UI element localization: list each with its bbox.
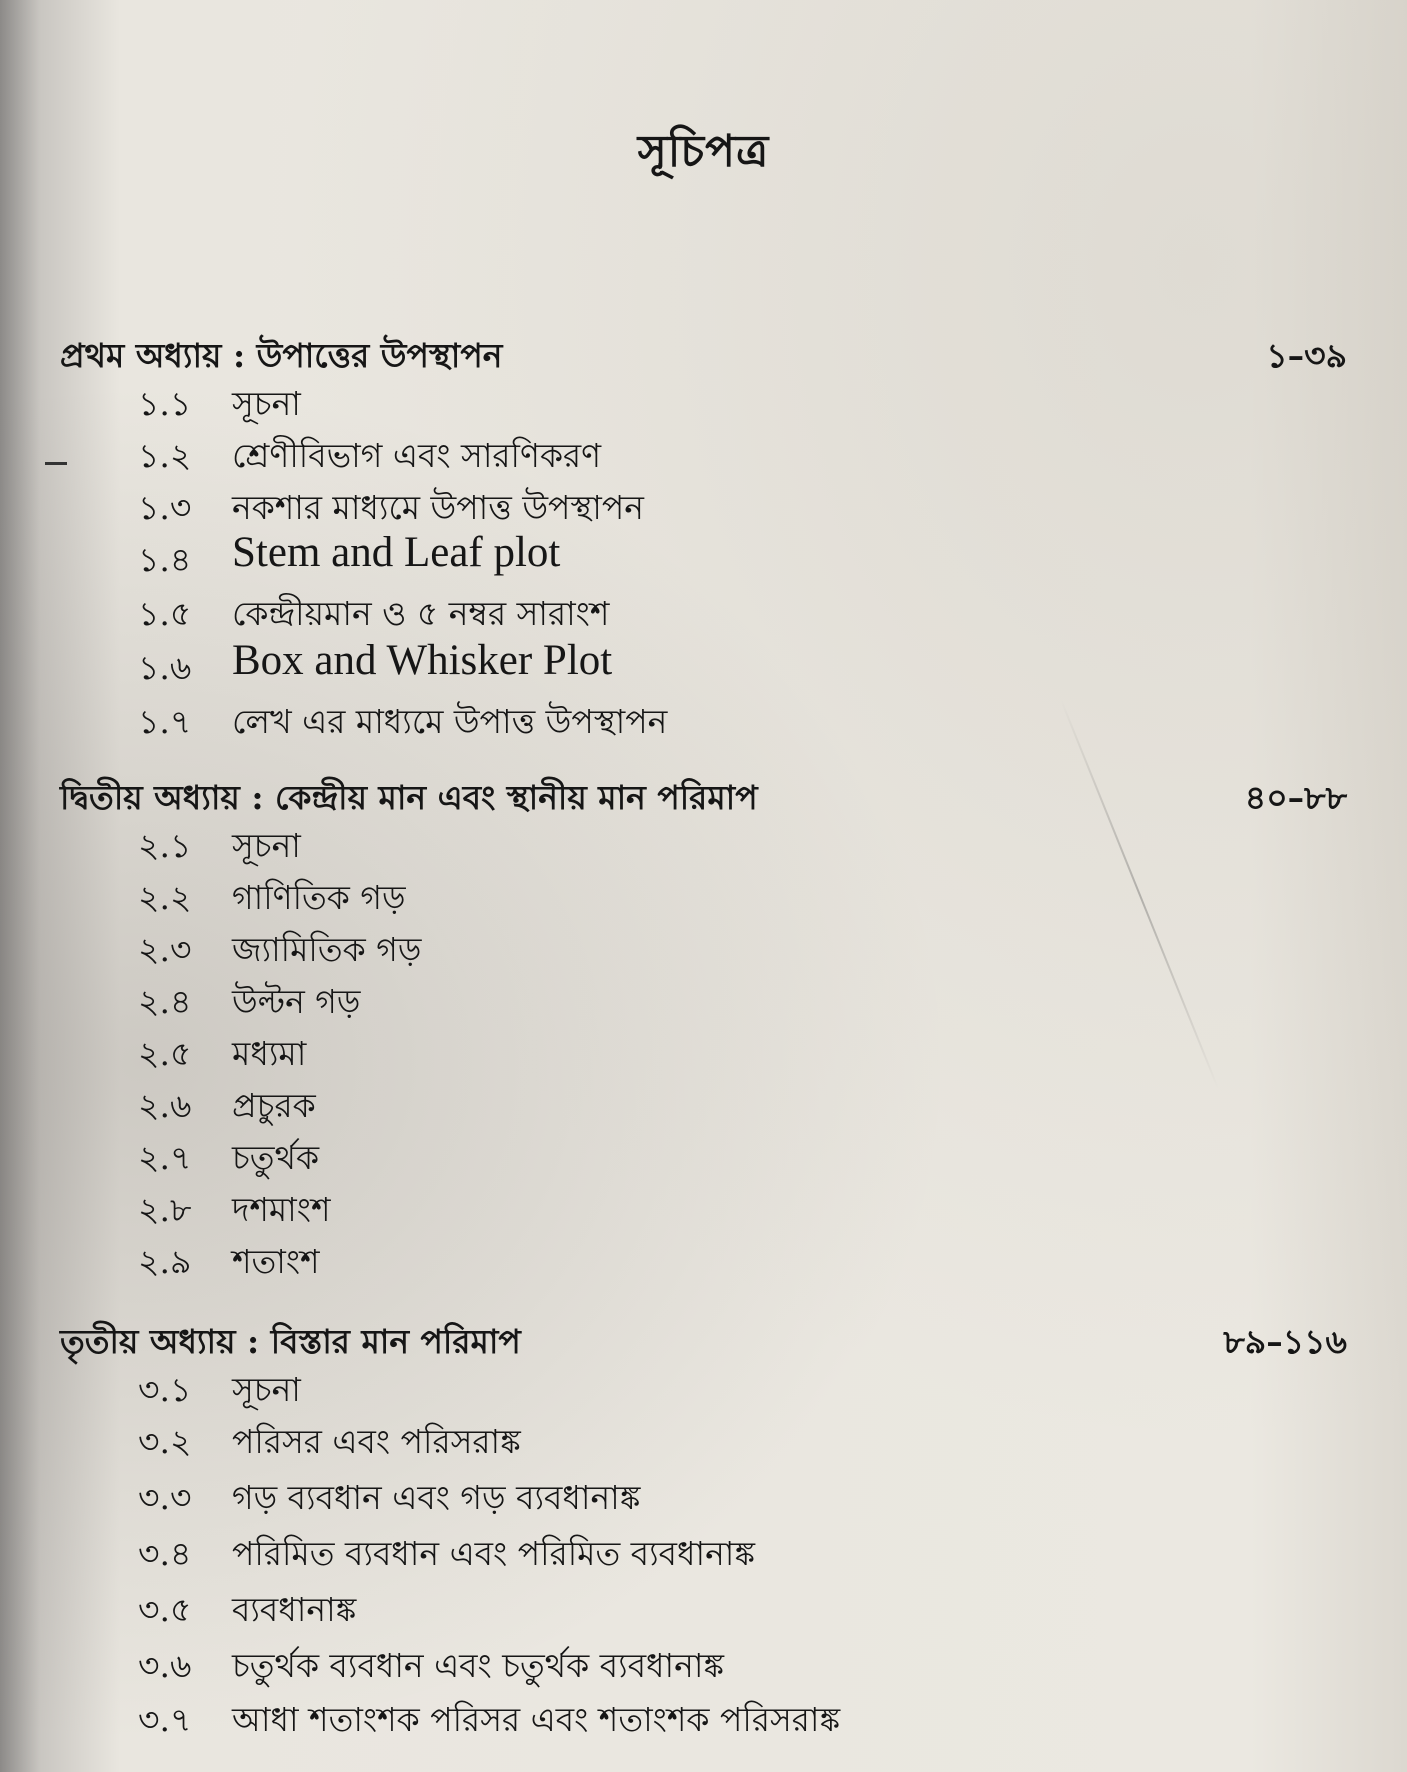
- item-number: ২.৪: [138, 982, 192, 1021]
- chapter-3-pages: ৮৯–১১৬: [1223, 1322, 1347, 1361]
- pencil-mark: [45, 462, 67, 465]
- chapter-1-title: প্রথম অধ্যায় : উপাত্তের উপস্থাপন: [60, 336, 503, 375]
- item-number: ১.৪: [138, 540, 192, 579]
- item-label: মধ্যমা: [232, 1034, 307, 1073]
- item-number: ৩.৬: [138, 1646, 192, 1685]
- item-label: শতাংশ: [232, 1242, 320, 1281]
- item-number: ২.৮: [138, 1190, 192, 1229]
- item-number: ৩.৩: [138, 1478, 192, 1517]
- item-number: ২.৭: [138, 1138, 192, 1177]
- item-label: সূচনা: [232, 384, 301, 423]
- chapter-2-title: দ্বিতীয় অধ্যায় : কেন্দ্রীয় মান এবং স্থানীয় মান পরিমাপ: [60, 778, 758, 817]
- item-number: ২.১: [138, 826, 192, 865]
- chapter-2-heading: [60, 772, 1347, 816]
- item-number: ২.২: [138, 878, 192, 917]
- item-number: ২.৫: [138, 1034, 192, 1073]
- item-label: দশমাংশ: [232, 1190, 331, 1229]
- item-label: আধা শতাংশক পরিসর এবং শতাংশক পরিসরাঙ্ক: [232, 1700, 841, 1739]
- item-number: ৩.৭: [138, 1700, 192, 1739]
- item-label: চতুর্থক ব্যবধান এবং চতুর্থক ব্যবধানাঙ্ক: [232, 1646, 725, 1685]
- item-label: নকশার মাধ্যমে উপাত্ত উপস্থাপন: [232, 488, 644, 527]
- item-number: ১.৬: [138, 648, 192, 687]
- item-label: গাণিতিক গড়: [232, 878, 406, 917]
- item-number: ২.৯: [138, 1242, 192, 1281]
- item-number: ১.৭: [138, 702, 192, 741]
- page-title: সূচিপত্র: [637, 126, 770, 177]
- item-label: প্রচুরক: [232, 1086, 316, 1125]
- item-label: উল্টন গড়: [232, 982, 361, 1021]
- item-label: লেখ এর মাধ্যমে উপাত্ত উপস্থাপন: [232, 702, 668, 741]
- item-number: ৩.২: [138, 1422, 192, 1461]
- item-number: ৩.১: [138, 1370, 192, 1409]
- item-number: ২.৩: [138, 930, 192, 969]
- item-label: শ্রেণীবিভাগ এবং সারণিকরণ: [232, 436, 602, 475]
- item-number: ২.৬: [138, 1086, 192, 1125]
- item-number: ৩.৫: [138, 1590, 192, 1629]
- item-number: ১.২: [138, 436, 192, 475]
- item-label: চতুর্থক: [232, 1138, 320, 1177]
- paper-crease: [1060, 699, 1219, 1089]
- item-label: পরিসর এবং পরিসরাঙ্ক: [232, 1422, 521, 1461]
- item-label: সূচনা: [232, 826, 301, 865]
- item-label: সূচনা: [232, 1370, 301, 1409]
- item-label: গড় ব্যবধান এবং গড় ব্যবধানাঙ্ক: [232, 1478, 641, 1517]
- chapter-1-heading: [60, 330, 1347, 374]
- item-label: পরিমিত ব্যবধান এবং পরিমিত ব্যবধানাঙ্ক: [232, 1534, 756, 1573]
- item-label: কেন্দ্রীয়মান ও ৫ নম্বর সারাংশ: [232, 594, 610, 633]
- item-label: Stem and Leaf plot: [232, 529, 561, 576]
- chapter-1-pages: ১–৩৯: [1266, 336, 1347, 375]
- item-number: ১.৫: [138, 594, 192, 633]
- item-number: ১.৩: [138, 488, 192, 527]
- chapter-2-pages: ৪০–৮৮: [1244, 778, 1347, 817]
- chapter-3-heading: [60, 1316, 1347, 1360]
- item-number: ১.১: [138, 384, 192, 423]
- item-label: Box and Whisker Plot: [232, 637, 613, 684]
- chapter-3-title: তৃতীয় অধ্যায় : বিস্তার মান পরিমাপ: [60, 1322, 521, 1361]
- item-number: ৩.৪: [138, 1534, 192, 1573]
- item-label: জ্যামিতিক গড়: [232, 930, 422, 969]
- item-label: ব্যবধানাঙ্ক: [232, 1590, 357, 1629]
